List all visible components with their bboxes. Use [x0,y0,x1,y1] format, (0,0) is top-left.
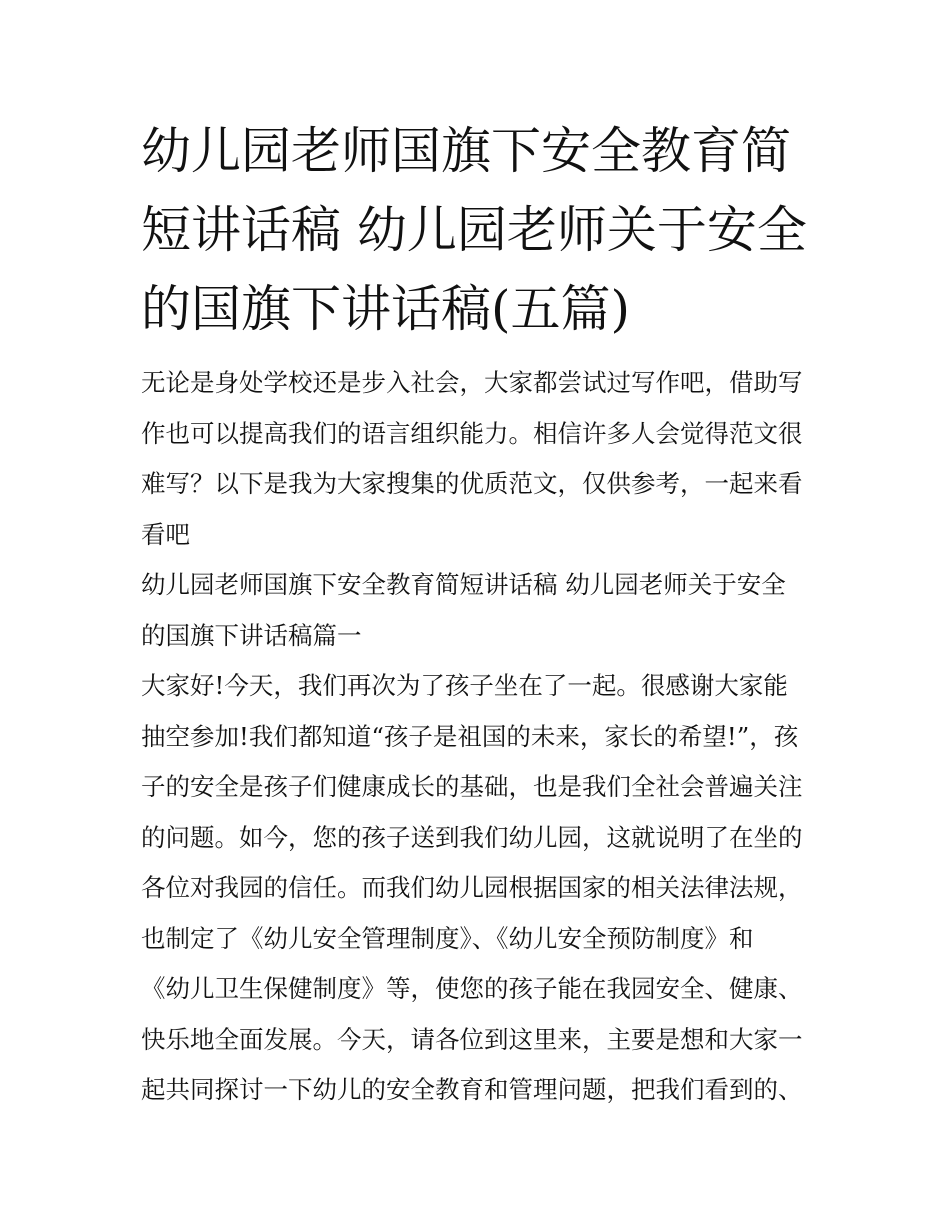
paragraph-line: 起共同探讨一下幼儿的安全教育和管理问题，把我们看到的、 [141,1075,803,1104]
paragraph-line: 看吧 [141,519,190,549]
paragraph-line: 抽空参加!我们都知道“孩子是祖国的未来，家长的希望!”，孩 [141,721,799,751]
heading-line: 的国旗下讲话稿篇一 [141,620,362,650]
paragraph-line: 大家好!今天，我们再次为了孩子坐在了一起。很感谢大家能 [141,671,788,700]
paragraph-line: 难写？以下是我为大家搜集的优质范文，仅供参考，一起来看 [141,469,803,498]
title-line: 幼儿园老师国旗下安全教育简 [141,122,791,180]
intro-paragraph [141,358,813,560]
paragraph-line: 快乐地全面发展。今天，请各位到这里来，主要是想和大家一 [141,1024,803,1054]
paragraph-line: 无论是身处学校还是步入社会，大家都尝试过写作吧，借助写 [141,368,803,397]
speech-body [141,661,813,1116]
section-heading [141,560,813,661]
paragraph-line: 作也可以提高我们的语言组织能力。相信许多人会觉得范文很 [141,418,803,448]
document-title [141,112,813,349]
title-line: 的国旗下讲话稿(五篇) [141,280,631,338]
paragraph-line: 子的安全是孩子们健康成长的基础，也是我们全社会普遍关注 [141,772,803,801]
title-line: 短讲话稿 幼儿园老师关于安全 [141,201,807,259]
heading-line: 幼儿园老师国旗下安全教育简短讲话稿 幼儿园老师关于安全 [141,570,786,599]
paragraph-line: 的问题。如今，您的孩子送到我们幼儿园，这就说明了在坐的 [141,822,803,852]
document-page [141,112,813,1116]
paragraph-line: 也制定了《幼儿安全管理制度》、《幼儿安全预防制度》和 [141,923,754,953]
paragraph-line: 《幼儿卫生保健制度》等，使您的孩子能在我园安全、健康、 [141,974,803,1003]
paragraph-line: 各位对我园的信任。而我们幼儿园根据国家的相关法律法规， [141,873,803,902]
